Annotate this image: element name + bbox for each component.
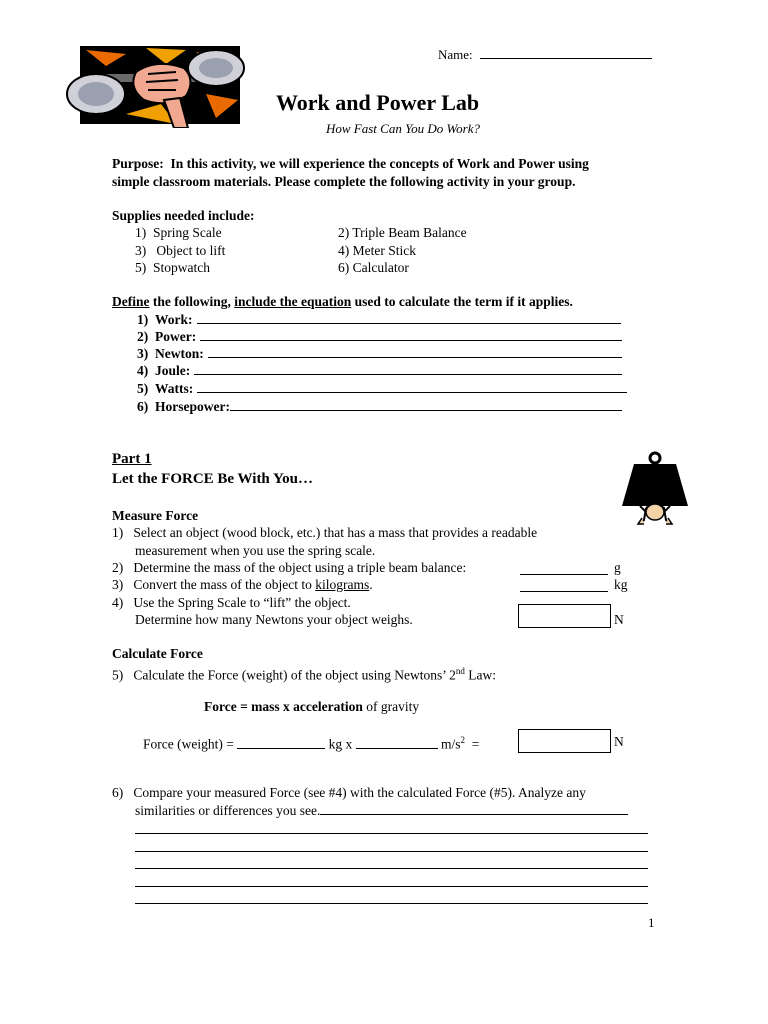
answer-line[interactable] bbox=[135, 903, 648, 904]
step-1-cont: measurement when you use the spring scale. bbox=[135, 543, 376, 558]
step-3: 3) Convert the mass of the object to kilograms. bbox=[112, 577, 373, 592]
weightlifter-fist-clipart bbox=[66, 44, 248, 128]
answer-line[interactable] bbox=[135, 886, 648, 887]
supply-item: 3) Object to lift bbox=[135, 243, 226, 258]
mass-input-line[interactable] bbox=[237, 748, 325, 749]
step-5: 5) Calculate the Force (weight) of the object using Newtons’ 2nd Law: bbox=[112, 666, 497, 683]
force-result-box[interactable] bbox=[518, 729, 611, 753]
define-term-horsepower: 6) Horsepower: bbox=[137, 398, 622, 415]
name-input-line[interactable] bbox=[480, 58, 652, 59]
answer-line[interactable] bbox=[230, 410, 622, 411]
answer-line[interactable] bbox=[135, 833, 648, 834]
unit-grams: g bbox=[614, 560, 621, 575]
answer-line[interactable] bbox=[320, 814, 628, 815]
supply-item: 5) Stopwatch bbox=[135, 260, 210, 275]
weight-lifter-icon bbox=[620, 450, 690, 530]
supply-item: 1) Spring Scale bbox=[135, 225, 222, 240]
name-field-row bbox=[438, 46, 652, 63]
unit-kg: kg bbox=[614, 577, 628, 592]
answer-line[interactable] bbox=[197, 323, 621, 324]
mass-grams-line[interactable] bbox=[520, 559, 608, 575]
answer-line[interactable] bbox=[200, 340, 622, 341]
step-4: 4) Use the Spring Scale to “lift” the object. bbox=[112, 595, 351, 610]
calculate-force-heading: Calculate Force bbox=[112, 646, 203, 661]
purpose-text-1: In this activity, we will experience the concepts of Work and Power using bbox=[170, 156, 589, 171]
define-term-newton: 3) Newton: bbox=[137, 345, 622, 362]
purpose-line-1 bbox=[112, 155, 589, 172]
purpose-line-2: simple classroom materials. Please complete the following activity in your group. bbox=[112, 174, 576, 189]
force-equation: Force (weight) = kg x $m/s^2$ = bbox=[143, 735, 480, 752]
measure-force-heading: Measure Force bbox=[112, 508, 199, 523]
answer-line[interactable] bbox=[135, 851, 648, 852]
define-term-work: 1) Work: bbox=[137, 311, 621, 328]
supplies-heading: Supplies needed include: bbox=[112, 208, 255, 223]
step-6: 6) Compare your measured Force (see #4) with the calculated Force (#5). Analyze any bbox=[112, 785, 586, 800]
define-term-watts: 5) Watts: bbox=[137, 380, 627, 397]
mass-kg-line[interactable] bbox=[520, 576, 608, 592]
define-instructions: Define the following, include the equation used to calculate the term if it applies. bbox=[112, 294, 573, 309]
page-subtitle: How Fast Can You Do Work? bbox=[326, 121, 480, 136]
step-1: 1) Select an object (wood block, etc.) that has a mass that provides a readable bbox=[112, 525, 538, 540]
answer-line[interactable] bbox=[135, 868, 648, 869]
page-title: Work and Power Lab bbox=[276, 90, 480, 115]
supply-item: 6) Calculator bbox=[338, 260, 409, 275]
answer-line[interactable] bbox=[208, 357, 622, 358]
page-number: 1 bbox=[648, 915, 655, 930]
part1-subheading: Let the FORCE Be With You… bbox=[112, 471, 313, 487]
unit-n-calculated: N bbox=[614, 734, 624, 749]
part1-heading: Part 1 bbox=[112, 451, 152, 467]
gravity-input-line[interactable] bbox=[356, 748, 438, 749]
name-label: Name: bbox=[438, 47, 473, 62]
purpose-label: Purpose: bbox=[112, 156, 164, 171]
unit-n-measured: N bbox=[614, 612, 624, 627]
answer-line[interactable] bbox=[194, 374, 622, 375]
supply-item: 4) Meter Stick bbox=[338, 243, 416, 258]
define-term-joule: 4) Joule: bbox=[137, 362, 622, 379]
force-formula: Force = mass x acceleration of gravity bbox=[204, 699, 420, 714]
step-4-cont: Determine how many Newtons your object weighs. bbox=[135, 612, 413, 627]
define-term-power: 2) Power: bbox=[137, 328, 622, 345]
supply-item: 2) Triple Beam Balance bbox=[338, 225, 467, 240]
step-2: 2) Determine the mass of the object using a triple beam balance: bbox=[112, 560, 467, 575]
answer-line[interactable] bbox=[197, 392, 627, 393]
newtons-measured-box[interactable] bbox=[518, 604, 611, 628]
step-6-cont: similarities or differences you see. bbox=[135, 802, 628, 819]
